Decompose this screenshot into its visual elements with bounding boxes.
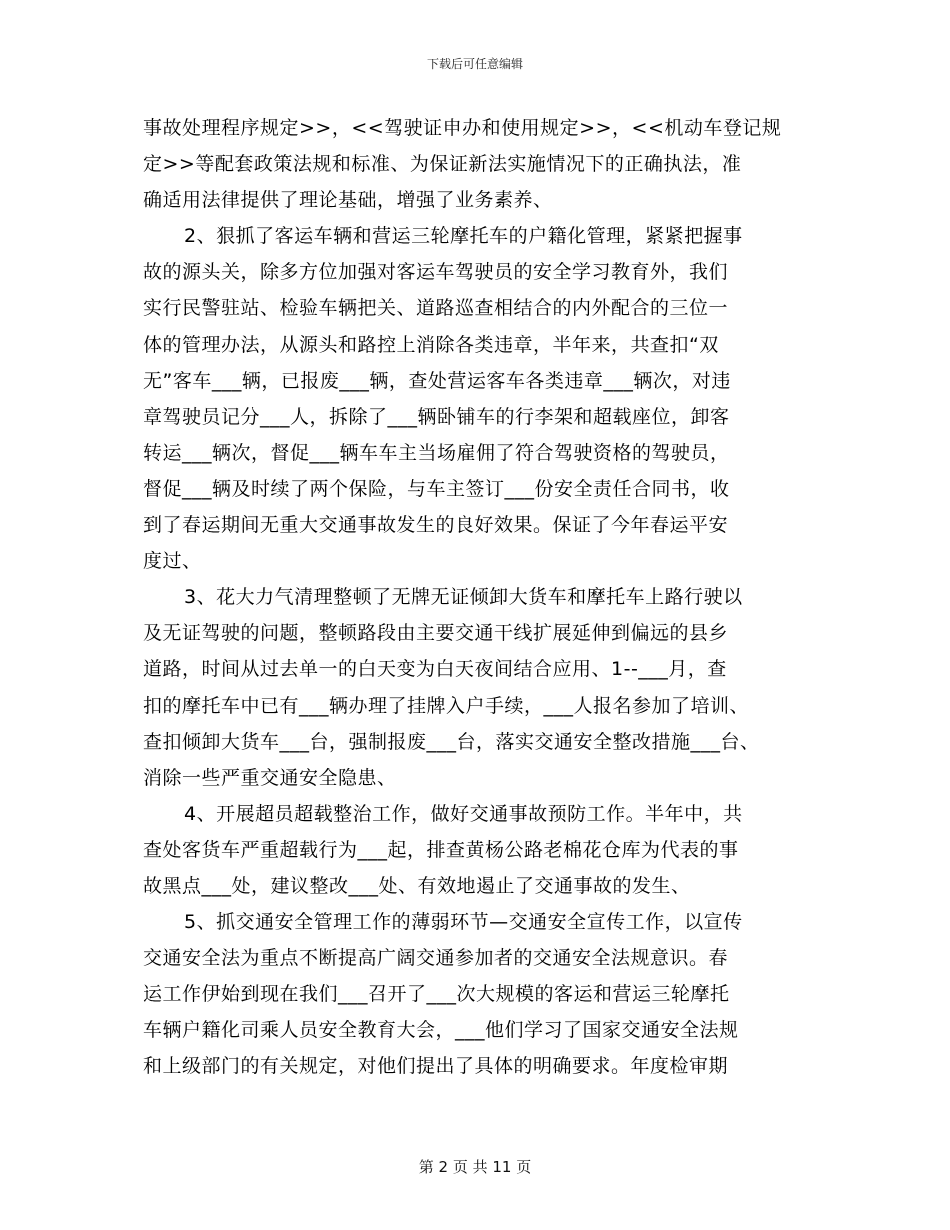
body-line: 查处客货车严重超载行为___起，排查黄杨公路老棉花仓库为代表的事 <box>143 838 739 861</box>
page-header: 下载后可任意编辑 <box>426 57 523 71</box>
body-line: 查扣倾卸大货车___台，强制报废___台，落实交通安全整改措施___台、 <box>143 730 760 753</box>
body-line: 确适用法律提供了理论基础，增强了业务素养、 <box>143 189 553 212</box>
body-line: 故的源头关，除多方位加强对客运车驾驶员的安全学习教育外，我们 <box>143 261 729 284</box>
page-footer: 第 2 页 共 11 页 <box>418 1158 532 1176</box>
paragraph-start-line: 3、花大力气清理整顿了无牌无证倾卸大货车和摩托车上路行驶以 <box>184 586 743 609</box>
body-line: 度过、 <box>143 550 202 573</box>
body-line: 实行民警驻站、检验车辆把关、道路巡查相结合的内外配合的三位一 <box>143 297 729 320</box>
body-line: 事故处理程序规定>>，<<驾驶证申办和使用规定>>，<<机动车登记规 <box>143 117 782 139</box>
body-line: 无”客车___辆，已报废___辆，查处营运客车各类违章___辆次，对违 <box>143 369 731 392</box>
body-line: 督促___辆及时续了两个保险，与车主签订___份安全责任合同书，收 <box>143 477 730 500</box>
body-line: 和上级部门的有关规定，对他们提出了具体的明确要求。年度检审期 <box>143 1055 729 1078</box>
body-line: 故黑点___处，建议整改___处、有效地遏止了交通事故的发生、 <box>143 874 691 897</box>
body-line: 体的管理办法，从源头和路控上消除各类违章，半年来，共查扣“双 <box>143 333 719 356</box>
body-line: 运工作伊始到现在我们___召开了___次大规模的客运和营运三轮摩托 <box>143 983 730 1006</box>
body-line: 消除一些严重交通安全隐患、 <box>143 766 397 789</box>
body-line: 道路，时间从过去单一的白天变为白天夜间结合应用、1--___月，查 <box>143 658 727 681</box>
paragraph-start-line: 5、抓交通安全管理工作的薄弱环节—交通安全宣传工作，以宣传 <box>184 911 743 934</box>
body-line: 章驾驶员记分___人，拆除了___辆卧铺车的行李架和超载座位，卸客 <box>143 405 730 428</box>
paragraph-start-line: 2、狠抓了客运车辆和营运三轮摩托车的户籍化管理，紧紧把握事 <box>184 225 743 248</box>
body-line: 转运___辆次，督促___辆车车主当场雇佣了符合驾驶资格的驾驶员， <box>143 441 730 464</box>
body-line: 定>>等配套政策法规和标准、为保证新法实施情况下的正确执法，准 <box>143 153 742 176</box>
body-line: 车辆户籍化司乘人员安全教育大会，___他们学习了国家交通安全法规 <box>143 1019 739 1042</box>
document-body <box>143 110 815 1085</box>
body-line: 到了春运期间无重大交通事故发生的良好效果。保证了今年春运平安 <box>143 514 729 537</box>
body-line: 及无证驾驶的问题，整顿路段由主要交通干线扩展延伸到偏远的县乡 <box>143 622 729 645</box>
body-line: 交通安全法为重点不断提高广阔交通参加者的交通安全法规意识。春 <box>143 947 729 970</box>
body-line: 扣的摩托车中已有___辆办理了挂牌入户手续，___人报名参加了培训、 <box>143 694 750 717</box>
paragraph-start-line: 4、开展超员超载整治工作，做好交通事故预防工作。半年中，共 <box>184 802 743 825</box>
